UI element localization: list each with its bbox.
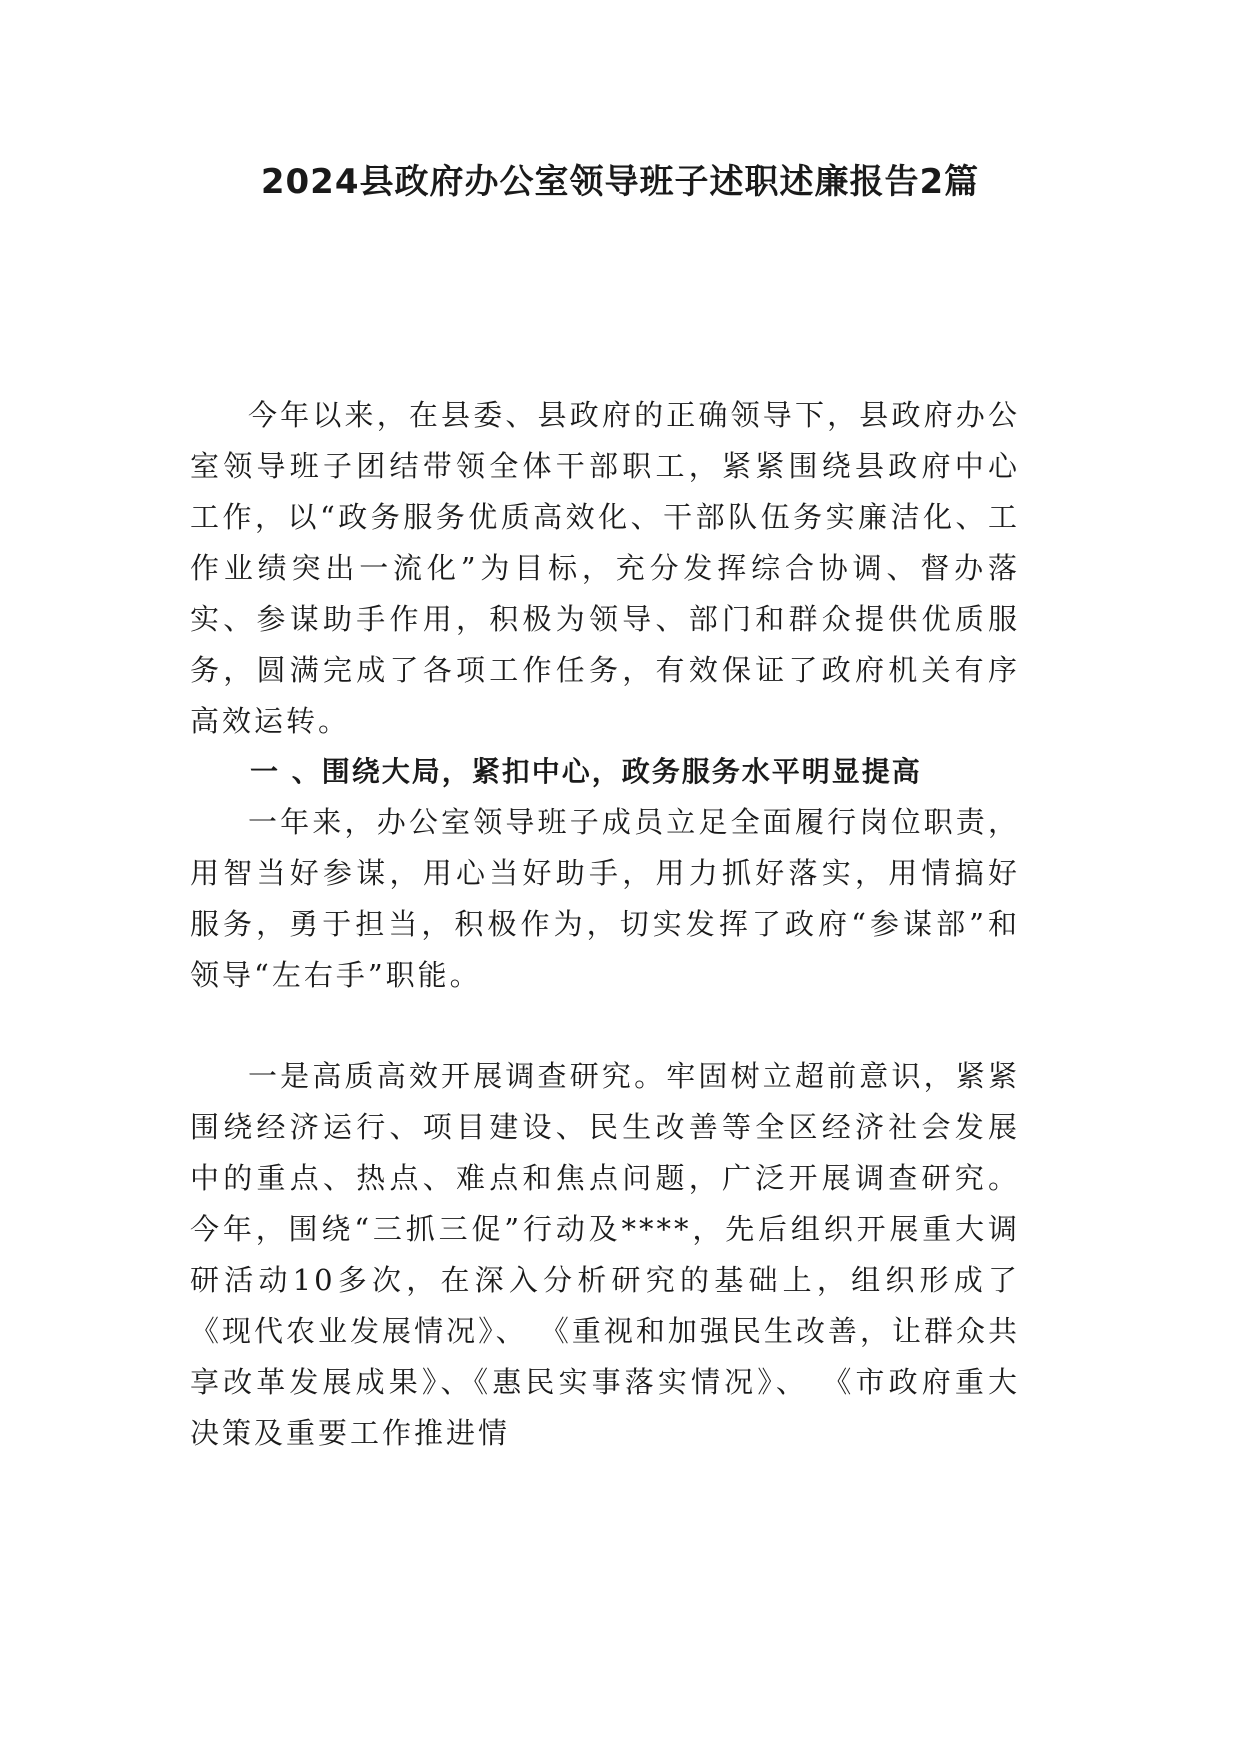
document-title: 2024县政府办公室领导班子述职述廉报告2篇: [260, 162, 980, 202]
point-1-paragraph: 一是高质高效开展调查研究。牢固树立超前意识，紧紧围绕经济运行、项目建设、民生改善等全区经济社会发展中的重点、热点、难点和焦点问题，广泛开展调查研究。今年，围绕“三抓三促”行动及****，先后组织开展重大调研活动10多次，在深入分析研究的基础上，组织形成了《现代农业发展情况》、 《重视和加强民生改善，让群众共享改革发展成果》、《惠民实事落实情况》、 《市政府重大决策及重要工作推进情: [190, 1059, 1020, 1450]
intro-paragraph: 今年以来，在县委、县政府的正确领导下，县政府办公室领导班子团结带领全体干部职工，紧紧围绕县政府中心工作，以“政务服务优质高效化、干部队伍务实廉洁化、工作业绩突出一流化”为目标，充分发挥综合协调、督办落实、参谋助手作用，积极为领导、部门和群众提供优质服务，圆满完成了各项工作任务，有效保证了政府机关有序高效运转。: [190, 398, 1020, 738]
section-heading-1: 一 、围绕大局，紧扣中心，政务服务水平明显提高: [250, 755, 922, 788]
section-1-paragraph: 一年来，办公室领导班子成员立足全面履行岗位职责，用智当好参谋，用心当好助手，用力抓好落实，用情搞好服务，勇于担当，积极作为，切实发挥了政府“参谋部”和领导“左右手”职能。: [190, 805, 1020, 992]
